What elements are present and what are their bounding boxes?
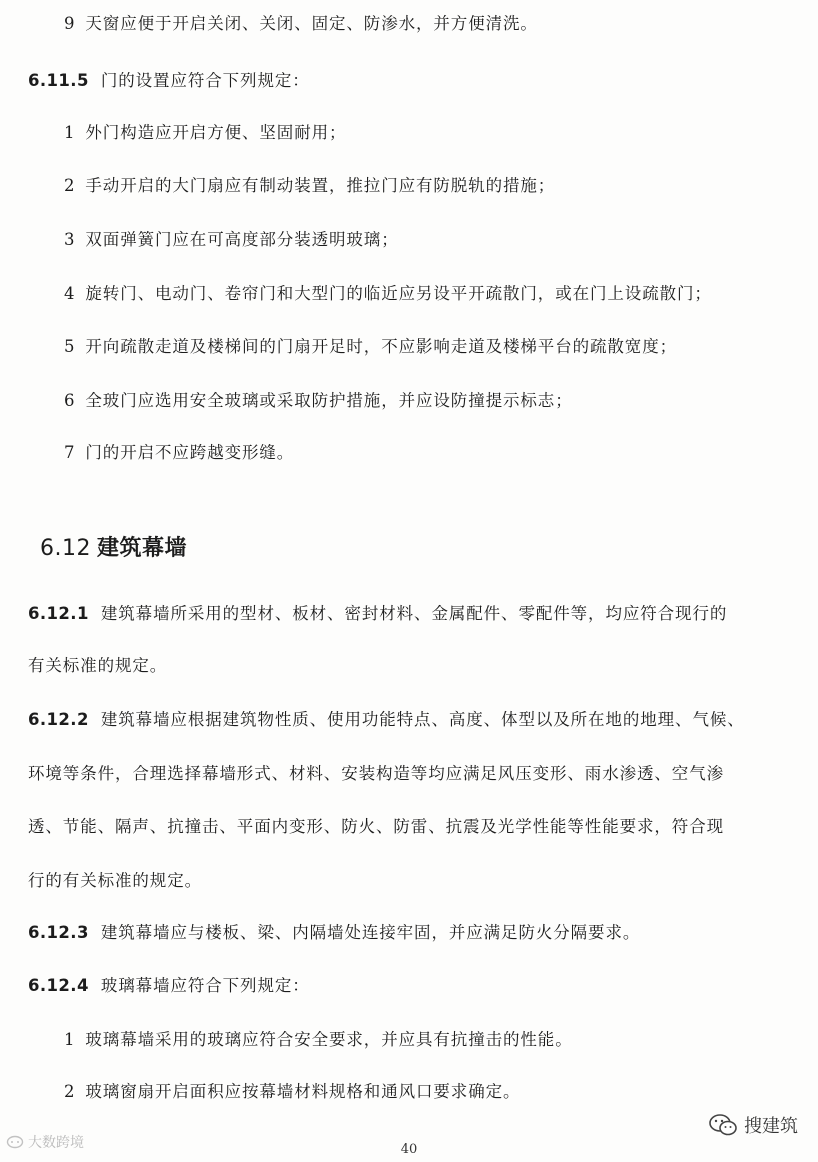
item-number: 2	[64, 1082, 76, 1101]
list-item	[64, 283, 712, 305]
list-item	[64, 122, 346, 144]
clause-continuation	[28, 816, 724, 838]
clause-number: 6.11.5	[28, 71, 89, 90]
clause-6-12-2	[28, 709, 745, 731]
clause-text: 建筑幕墙应与楼板、梁、内隔墙处连接牢固，并应满足防火分隔要求。	[100, 923, 641, 942]
clause-text: 建筑幕墙所采用的型材、板材、密封材料、金属配件、零配件等，均应符合现行的	[100, 604, 728, 623]
clause-text: 透、节能、隔声、抗撞击、平面内变形、防火、防雷、抗震及光学性能等性能要求，符合现	[28, 817, 724, 836]
item-text: 外门构造应开启方便、坚固耐用；	[85, 123, 347, 142]
clause-text: 玻璃幕墙应符合下列规定：	[100, 976, 310, 995]
brand-text: 搜建筑	[744, 1116, 798, 1137]
item-number: 2	[64, 176, 76, 195]
clause-number: 6.12.1	[28, 604, 89, 623]
clause-6-12-4	[28, 975, 310, 997]
item-number: 1	[64, 1030, 76, 1049]
section-number: 6.12	[40, 536, 91, 561]
item-number: 9	[64, 14, 76, 33]
item-number: 5	[64, 337, 76, 356]
item-number: 7	[64, 443, 76, 462]
item-text: 天窗应便于开启关闭、关闭、固定、防渗水，并方便清洗。	[85, 14, 538, 33]
wechat-icon	[708, 1113, 738, 1137]
item-text: 手动开启的大门扇应有制动装置，推拉门应有防脱轨的措施；	[85, 176, 556, 195]
list-item	[64, 390, 573, 412]
item-text: 玻璃幕墙采用的玻璃应符合安全要求，并应具有抗撞击的性能。	[85, 1030, 573, 1049]
item-text: 双面弹簧门应在可高度部分装透明玻璃；	[85, 230, 399, 249]
section-heading	[40, 534, 187, 564]
item-number: 4	[64, 284, 76, 303]
watermark-text: 大数跨境	[28, 1135, 84, 1151]
list-item	[64, 13, 538, 35]
list-item	[64, 336, 677, 358]
clause-text: 行的有关标准的规定。	[28, 871, 202, 890]
item-text: 玻璃窗扇开启面积应按幕墙材料规格和通风口要求确定。	[85, 1082, 521, 1101]
clause-continuation	[28, 870, 202, 892]
clause-number: 6.12.4	[28, 976, 89, 995]
clause-text: 建筑幕墙应根据建筑物性质、使用功能特点、高度、体型以及所在地的地理、气候、	[100, 710, 745, 729]
list-item	[64, 1081, 520, 1103]
clause-continuation	[28, 763, 724, 785]
section-title: 建筑幕墙	[96, 536, 187, 561]
clause-text: 有关标准的规定。	[28, 656, 168, 675]
clause-number: 6.12.2	[28, 710, 89, 729]
item-number: 1	[64, 123, 76, 142]
item-text: 旋转门、电动门、卷帘门和大型门的临近应另设平开疏散门，或在门上设疏散门；	[85, 284, 712, 303]
clause-6-11-5	[28, 70, 310, 92]
clause-text: 环境等条件，合理选择幕墙形式、材料、安装构造等均应满足风压变形、雨水渗透、空气渗	[28, 764, 724, 783]
item-number: 3	[64, 230, 76, 249]
clause-continuation	[28, 655, 167, 677]
item-text: 门的开启不应跨越变形缝。	[85, 443, 295, 462]
clause-text: 门的设置应符合下列规定：	[100, 71, 310, 90]
list-item	[64, 175, 555, 197]
item-text: 开向疏散走道及楼梯间的门扇开足时，不应影响走道及楼梯平台的疏散宽度；	[85, 337, 678, 356]
clause-6-12-3	[28, 922, 640, 944]
list-item	[64, 1029, 573, 1051]
item-number: 6	[64, 391, 76, 410]
page-number: 40	[400, 1142, 418, 1157]
list-item	[64, 442, 294, 464]
clause-6-12-1	[28, 603, 727, 625]
clause-number: 6.12.3	[28, 923, 89, 942]
item-text: 全玻门应选用安全玻璃或采取防护措施，并应设防撞提示标志；	[85, 391, 573, 410]
brand-watermark	[708, 1112, 798, 1138]
list-item	[64, 229, 399, 251]
